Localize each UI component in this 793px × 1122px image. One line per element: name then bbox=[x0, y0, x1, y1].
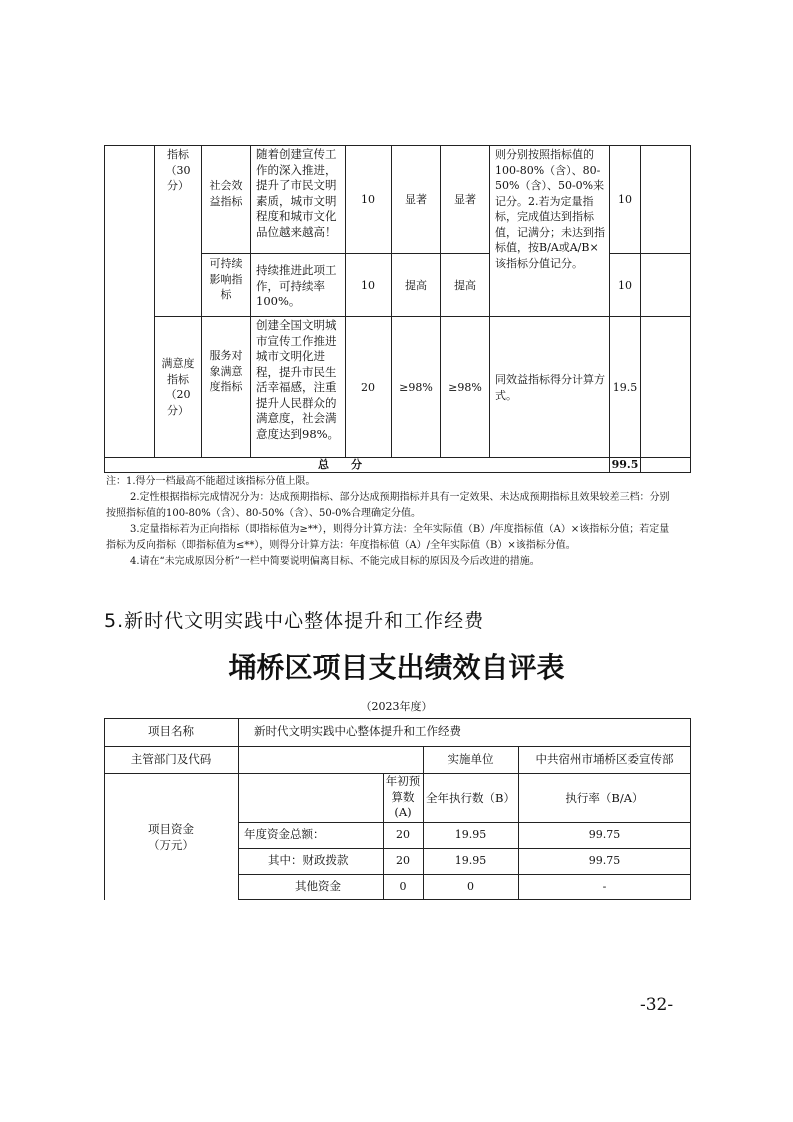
indicator-score: 10 bbox=[618, 193, 632, 206]
rate-header: 执行率（B/A） bbox=[565, 791, 644, 805]
fund-row-label: 年度资金总额： bbox=[244, 827, 325, 841]
fund-row-budget: 20 bbox=[396, 854, 410, 867]
indicator-score: 19.5 bbox=[612, 381, 638, 394]
secondary-indicator-social: 社会效益指标 bbox=[209, 179, 243, 208]
note-line: 指标为反向指标（即指标值为≤**），则得分计算方法：年度指标值（A）/全年实际值（B）×该指标分值。 bbox=[106, 540, 576, 551]
indicator-content: 随着创建宣传工作的深入推进，提升了市民文明素质，城市文明程度和城市文化品位越来越高！ bbox=[256, 147, 337, 239]
fund-row-label: 其他资金 bbox=[295, 879, 341, 893]
scoring-method: 则分别按照指标值的100-80%（含）、80-50%（含）、50-0%来记分。2.若为定量指标，完成值达到指标值，记满分；未达到指标值，按B/A或A/B×该指标分值记分。 bbox=[495, 148, 605, 270]
target-value: 显著 bbox=[405, 193, 427, 206]
form-title: 埇桥区项目支出绩效自评表 bbox=[228, 651, 565, 684]
fund-row-executed: 19.95 bbox=[454, 854, 487, 867]
target-value: ≥98% bbox=[399, 381, 433, 394]
fund-row-budget: 0 bbox=[399, 880, 407, 893]
note-line: 按照指标值的100-80%（含）、80-50%（含）、50-0%合理确定分值。 bbox=[106, 508, 421, 519]
fund-row-rate: - bbox=[602, 880, 607, 893]
indicator-weight: 10 bbox=[361, 193, 375, 206]
project-name-label: 项目名称 bbox=[148, 724, 194, 738]
actual-value: ≥98% bbox=[448, 381, 482, 394]
actual-value: 显著 bbox=[454, 193, 476, 206]
project-funds-label: 项目资金（万元） bbox=[148, 822, 194, 852]
total-score: 99.5 bbox=[611, 458, 639, 471]
fund-row-rate: 99.75 bbox=[588, 854, 621, 867]
note-line: 4.请在“未完成原因分析”一栏中简要说明偏离目标、不能完成目标的原因及今后改进的措施。 bbox=[130, 556, 540, 567]
secondary-indicator-satisfaction: 服务对象满意度指标 bbox=[209, 349, 243, 393]
section-heading: 5.新时代文明实践中心整体提升和工作经费 bbox=[104, 610, 485, 632]
impl-unit-label: 实施单位 bbox=[447, 752, 494, 766]
fund-row-label: 其中：财政拨款 bbox=[268, 853, 349, 867]
indicator-content: 持续推进此项工作，可持续率100%。 bbox=[256, 263, 337, 308]
first-level-effect-indicator: 指标（30分） bbox=[165, 148, 191, 192]
total-label: 总 分 bbox=[318, 458, 362, 471]
indicator-score: 10 bbox=[618, 279, 632, 292]
indicator-weight: 10 bbox=[361, 279, 375, 292]
fund-row-executed: 19.95 bbox=[454, 828, 487, 841]
dept-label: 主管部门及代码 bbox=[130, 752, 212, 766]
budget-header: 年初预算数(A) bbox=[385, 774, 421, 819]
scoring-method-satisfaction: 同效益指标得分计算方式。 bbox=[495, 373, 605, 402]
note-line: 2.定性根据指标完成情况分为：达成预期指标、部分达成预期指标并具有一定效果、未达成预期指标且效果较差三档：分别 bbox=[130, 492, 670, 503]
form-year: （2023年度） bbox=[360, 700, 433, 713]
fund-row-executed: 0 bbox=[467, 880, 474, 893]
target-value: 提高 bbox=[405, 279, 427, 292]
project-name-value: 新时代文明实践中心整体提升和工作经费 bbox=[254, 724, 461, 738]
executed-header: 全年执行数（B） bbox=[426, 791, 515, 805]
note-line: 注：1.得分一档最高不能超过该指标分值上限。 bbox=[106, 476, 316, 487]
indicator-weight: 20 bbox=[361, 381, 375, 394]
secondary-indicator-sustainable: 可持续影响指标 bbox=[209, 257, 243, 301]
actual-value: 提高 bbox=[454, 279, 476, 292]
note-line: 3.定量指标若为正向指标（即指标值为≥**），则得分计算方法：全年实际值（B）/年度指标值（A）×该指标分值；若定量 bbox=[130, 524, 670, 535]
impl-unit-value: 中共宿州市埇桥区委宣传部 bbox=[535, 752, 674, 766]
page-number: -32- bbox=[640, 995, 674, 1015]
fund-row-budget: 20 bbox=[396, 828, 410, 841]
indicator-content: 创建全国文明城市宣传工作推进城市文明化进程，提升市民生活幸福感，注重提升人民群众的满意度，社会满意度达到98%。 bbox=[256, 318, 340, 441]
first-level-satisfaction-indicator: 满意度指标（20分） bbox=[161, 357, 195, 417]
fund-row-rate: 99.75 bbox=[588, 828, 621, 841]
